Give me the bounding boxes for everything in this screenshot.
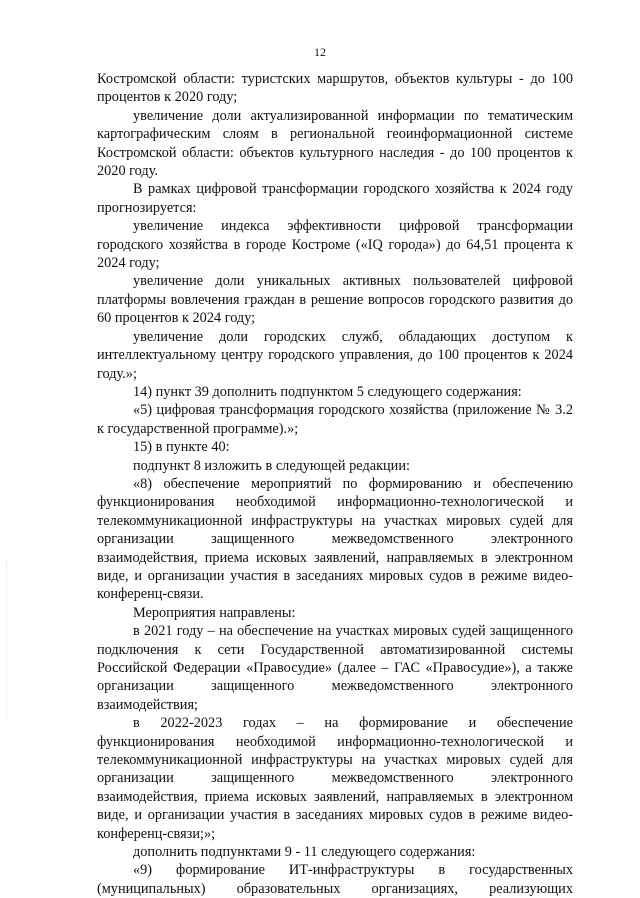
paragraph: дополнить подпунктами 9 - 11 следующего содержания: <box>133 844 476 861</box>
paragraph: «5) цифровая трансформация городского хозяйства (приложение № 3.2 к государственной программе).»; <box>97 402 573 437</box>
scan-margin-mark <box>6 560 17 720</box>
paragraph: увеличение доли городских служб, обладающих доступом к интеллектуальному центру городского управления, до 100 процентов к 2024 году.»; <box>97 328 573 382</box>
page-number: 12 <box>314 45 326 59</box>
paragraph: в 2021 году – на обеспечение на участках мировых судей защищенного подключения к сети Государственной автоматизированной системы Российской Федерации «Правосудие» (далее – ГАС «Правосудие»), а также организации защищенного межведомственного электронного взаимодействия; <box>97 623 573 713</box>
paragraph: 14) пункт 39 дополнить подпунктом 5 следующего содержания: <box>133 383 522 400</box>
document-body <box>97 70 573 898</box>
paragraph: Мероприятия направлены: <box>133 604 296 621</box>
paragraph: Костромской области: туристских маршрутов, объектов культуры - до 100 процентов к 2020 году; <box>97 71 573 106</box>
paragraph: «9) формирование ИТ-инфраструктуры в государственных (муниципальных) образовательных организациях, реализующих <box>97 862 573 897</box>
paragraph: «8) обеспечение мероприятий по формированию и обеспечению функционирования необходимой информационно-технологической и телекоммуникационной инфраструктуры на участках мировых судей для организации защищенного межведомственного электронного взаимодействия, приема исковых заявлений, направляемых в электронном виде, и организации участия в заседаниях мировых судов в режиме видео-конференц-связи. <box>97 475 573 603</box>
paragraph: увеличение доли актуализированной информации по тематическим картографическим слоям в региональной геоинформационной системе Костромской области: объектов культурного наследия - до 100 процентов к 2020 году. <box>97 107 573 180</box>
paragraph: увеличение доли уникальных активных пользователей цифровой платформы вовлечения граждан в решение вопросов городского развития до 60 процентов к 2024 году; <box>97 273 573 327</box>
paragraph: подпункт 8 изложить в следующей редакции: <box>133 457 410 474</box>
paragraph: 15) в пункте 40: <box>133 439 230 456</box>
paragraph: увеличение индекса эффективности цифровой трансформации городского хозяйства в городе Костроме («IQ города») до 64,51 процента к 2024 году; <box>97 218 573 272</box>
paragraph: в 2022-2023 годах – на формирование и обеспечение функционирования необходимой информационно-технологической и телекоммуникационной инфраструктуры на участках мировых судей для организации защищенного межведомственного электронного взаимодействия, приема исковых заявлений, направляемых в электронном виде, и организации участия в заседаниях мировых судов в режиме видео-конференц-связи;»; <box>97 715 573 842</box>
paragraph: В рамках цифровой трансформации городского хозяйства к 2024 году прогнозируется: <box>97 181 573 216</box>
